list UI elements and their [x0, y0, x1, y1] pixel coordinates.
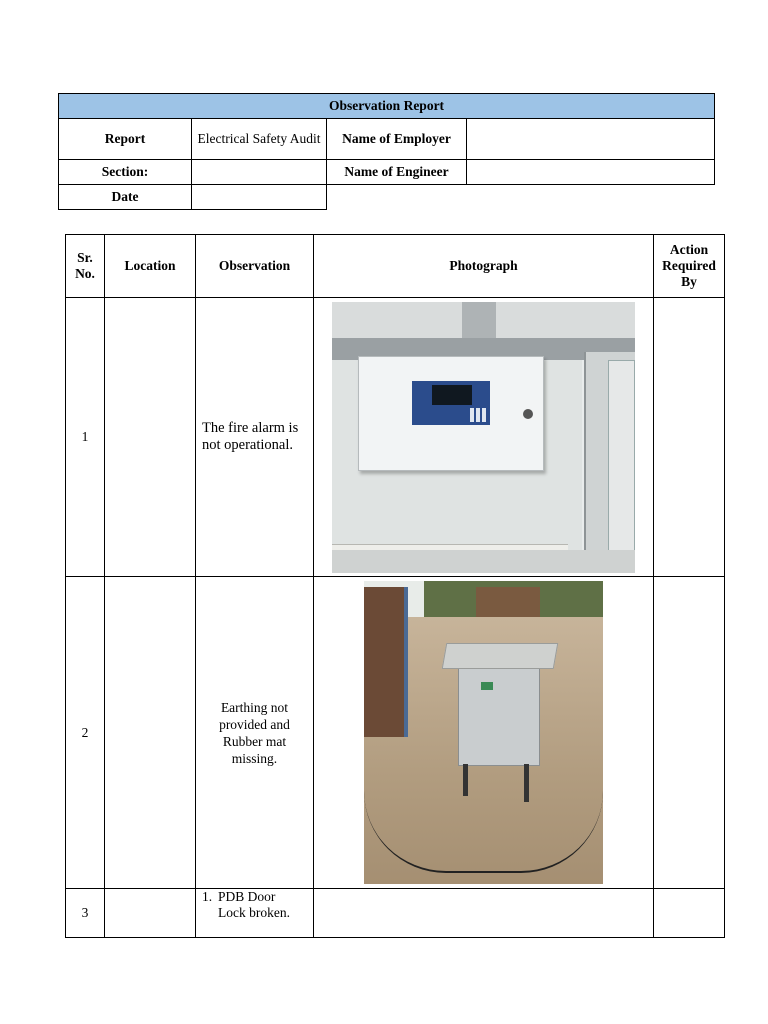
row-photograph — [314, 577, 654, 889]
row-observation — [196, 298, 314, 577]
row-observation-text: Earthing not provided and Rubber mat missing. — [219, 699, 290, 766]
col-header-sr-label: Sr. No. — [75, 250, 95, 281]
row-action — [654, 298, 725, 577]
observation-list-item — [196, 889, 313, 921]
col-header-photograph: Photograph — [314, 235, 654, 298]
header-table — [58, 93, 715, 210]
section-value — [192, 160, 327, 185]
list-number: 1. — [202, 889, 213, 904]
employer-label: Name of Employer — [327, 119, 467, 160]
photo-door-panel — [608, 360, 635, 572]
fire-alarm-panel — [358, 356, 544, 471]
distribution-box-roof — [442, 643, 559, 669]
engineer-value — [467, 160, 715, 185]
photo-floor — [332, 550, 635, 573]
photo-hut — [476, 587, 540, 621]
row-sr: 3 — [66, 889, 105, 938]
alarm-control-display — [412, 381, 490, 425]
col-header-action-label: Action Required By — [662, 242, 716, 289]
box-label — [481, 682, 493, 690]
distribution-box — [458, 661, 540, 766]
row-observation-text: The fire alarm is not operational. — [202, 420, 299, 453]
row-location — [105, 298, 196, 577]
list-text: PDB Door Lock broken. — [218, 889, 290, 920]
photo-metal-structure — [364, 587, 408, 737]
empty-cell — [327, 185, 467, 210]
table-row — [66, 298, 725, 577]
col-header-action — [654, 235, 725, 298]
empty-cell — [467, 185, 715, 210]
row-action — [654, 889, 725, 938]
fire-alarm-panel-photo — [332, 302, 635, 573]
employer-value — [467, 119, 715, 160]
row-observation — [196, 889, 314, 938]
col-header-sr — [66, 235, 105, 298]
report-value: Electrical Safety Audit — [192, 119, 327, 160]
key-lock-icon — [523, 409, 533, 419]
row-sr: 2 — [66, 577, 105, 889]
row-action — [654, 577, 725, 889]
row-location — [105, 577, 196, 889]
date-value — [192, 185, 327, 210]
col-header-observation: Observation — [196, 235, 314, 298]
row-observation — [196, 577, 314, 889]
alarm-screen — [432, 385, 472, 405]
box-leg — [463, 764, 468, 796]
distribution-box-photo — [364, 581, 603, 884]
row-photograph — [314, 298, 654, 577]
date-label: Date — [59, 185, 192, 210]
row-sr: 1 — [66, 298, 105, 577]
table-row — [66, 577, 725, 889]
alarm-keypad — [470, 408, 488, 422]
section-label: Section: — [59, 160, 192, 185]
row-location — [105, 889, 196, 938]
observation-table — [65, 234, 725, 938]
report-label: Report — [59, 119, 192, 160]
engineer-label: Name of Engineer — [327, 160, 467, 185]
box-leg — [524, 764, 529, 802]
table-header-row — [66, 235, 725, 298]
table-row — [66, 889, 725, 938]
photo-pillar — [462, 302, 496, 338]
row-photograph — [314, 889, 654, 938]
report-title: Observation Report — [59, 94, 715, 119]
col-header-location: Location — [105, 235, 196, 298]
